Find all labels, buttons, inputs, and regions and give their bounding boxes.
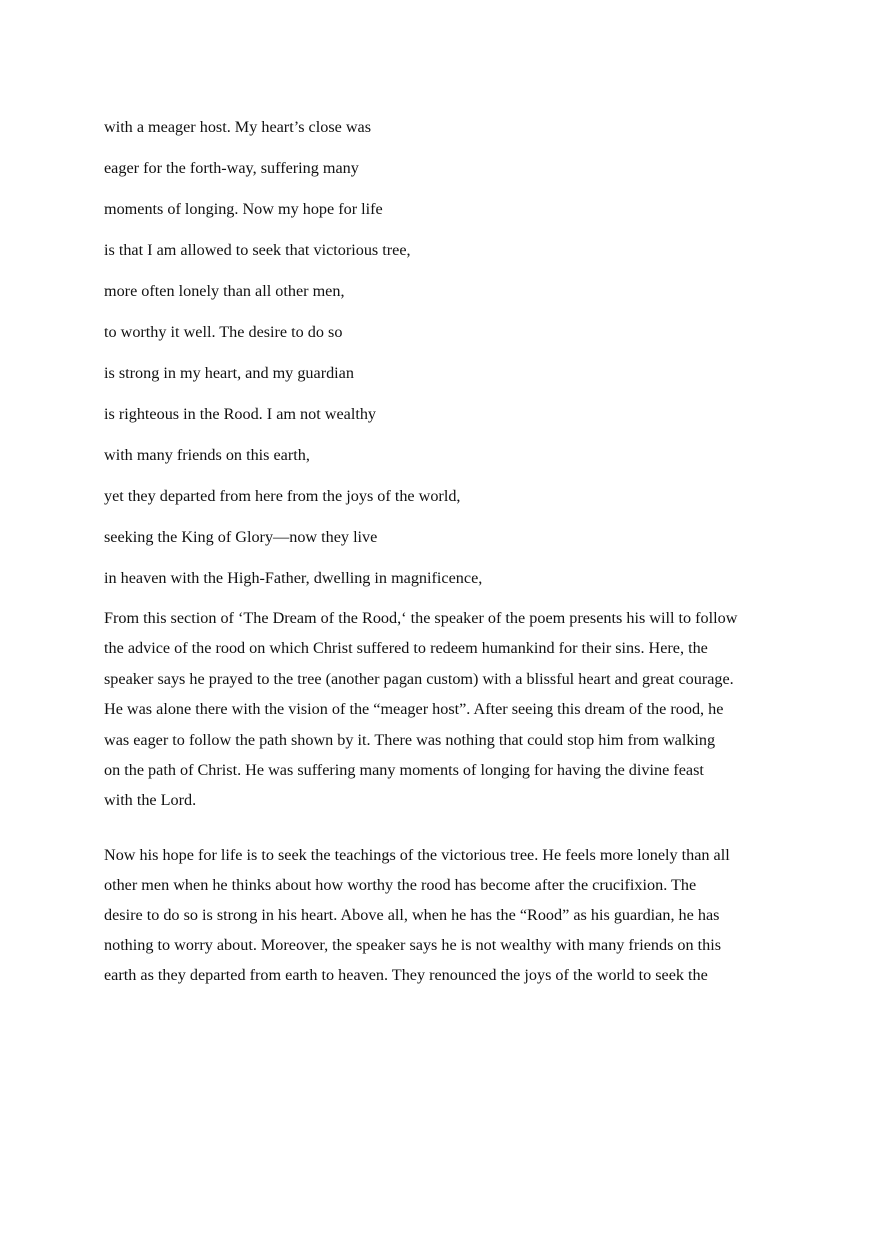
poem-line: seeking the King of Glory—now they live xyxy=(104,528,378,546)
paragraph-line: He was alone there with the vision of the “meager host”. After seeing this dream of the rood, he xyxy=(104,700,724,719)
paragraph-line: From this section of ‘The Dream of the Rood,‘ the speaker of the poem presents his will to follow xyxy=(104,609,738,627)
paragraph-line: desire to do so is strong in his heart. Above all, when he has the “Rood” as his guardian, he has xyxy=(104,906,720,924)
poem-line: more often lonely than all other men, xyxy=(104,282,345,300)
poem-line: is that I am allowed to seek that victorious tree, xyxy=(104,241,411,259)
poem-line: to worthy it well. The desire to do so xyxy=(104,323,343,341)
poem-line: is strong in my heart, and my guardian xyxy=(104,364,354,382)
poem-line: eager for the forth-way, suffering many xyxy=(104,159,359,177)
paragraph-line: on the path of Christ. He was suffering many moments of longing for having the divine feast xyxy=(104,761,704,779)
poem-line: in heaven with the High-Father, dwelling in magnificence, xyxy=(104,569,483,587)
paragraph-line: earth as they departed from earth to heaven. They renounced the joys of the world to seek the xyxy=(104,966,708,984)
paragraph-line: nothing to worry about. Moreover, the speaker says he is not wealthy with many friends on this xyxy=(104,936,722,954)
paragraph-line: the advice of the rood on which Christ suffered to redeem humankind for their sins. Here, the xyxy=(104,639,708,658)
paragraph-line: speaker says he prayed to the tree (another pagan custom) with a blissful heart and great courage. xyxy=(104,669,734,688)
paragraph-line: Now his hope for life is to seek the teachings of the victorious tree. He feels more lonely than all xyxy=(104,846,730,864)
poem-line: is righteous in the Rood. I am not wealthy xyxy=(104,405,377,423)
poem-line: with many friends on this earth, xyxy=(104,446,310,464)
paragraph-line: was eager to follow the path shown by it. There was nothing that could stop him from walking xyxy=(104,730,716,749)
poem-line: with a meager host. My heart’s close was xyxy=(104,118,372,136)
paragraph-line: with the Lord. xyxy=(104,791,197,810)
poem-line: moments of longing. Now my hope for life xyxy=(104,200,383,218)
poem-line: yet they departed from here from the joys of the world, xyxy=(104,487,461,505)
paragraph-line: other men when he thinks about how worthy the rood has become after the crucifixion. The xyxy=(104,876,697,894)
